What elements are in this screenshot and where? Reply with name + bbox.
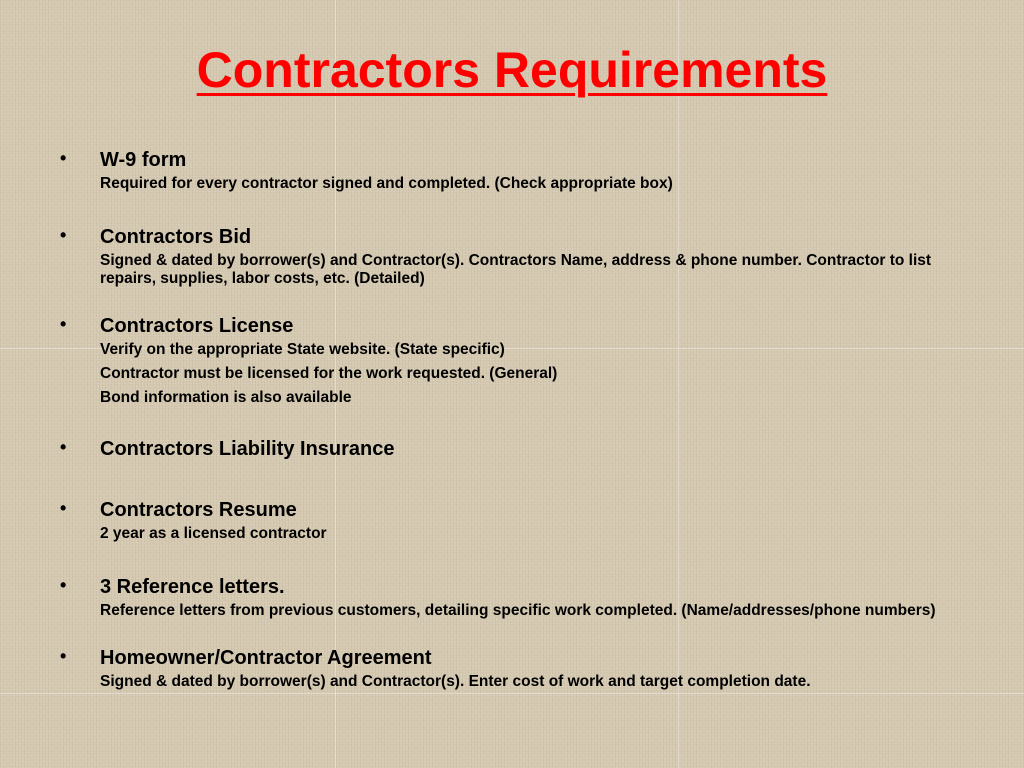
item-detail: Signed & dated by borrower(s) and Contractor(s). Enter cost of work and target completion date. — [100, 673, 811, 690]
item-heading: W-9 form — [100, 149, 187, 171]
item-detail: Signed & dated by borrower(s) and Contractor(s). Contractors Name, address & phone number. Contractor to list repairs, supplies, labor costs, etc. (Detailed) — [100, 252, 932, 287]
item-detail: Contractor must be licensed for the work requested. (General) — [100, 365, 558, 382]
bullet-icon: • — [60, 498, 67, 518]
item-heading: Contractors Liability Insurance — [100, 438, 395, 460]
list-item-reference-letters — [56, 574, 976, 620]
item-detail: 2 year as a licensed contractor — [100, 525, 327, 542]
bullet-icon: • — [60, 225, 67, 245]
list-item-contractors-license — [56, 313, 976, 407]
list-item-homeowner-agreement — [56, 645, 976, 691]
item-detail: Verify on the appropriate State website. (State specific) — [100, 341, 505, 358]
bullet-icon: • — [60, 646, 67, 666]
item-heading: Contractors Bid — [100, 226, 252, 248]
bullet-icon: • — [60, 437, 67, 457]
bullet-icon: • — [60, 314, 67, 334]
list-item-contractors-resume — [56, 497, 976, 543]
background-grid-line — [0, 693, 1024, 694]
requirements-list — [56, 147, 976, 691]
item-detail: Reference letters from previous customers, detailing specific work completed. (Name/addresses/phone numbers) — [100, 602, 936, 619]
list-item-contractors-bid — [56, 224, 976, 288]
item-heading: Contractors Resume — [100, 499, 297, 521]
item-detail: Bond information is also available — [100, 389, 352, 406]
bullet-icon: • — [60, 148, 67, 168]
slide-title: Contractors Requirements — [196, 42, 828, 98]
item-heading: 3 Reference letters. — [100, 576, 285, 598]
list-item-w9-form — [56, 147, 976, 193]
item-heading: Homeowner/Contractor Agreement — [100, 647, 432, 669]
list-item-liability-insurance — [56, 436, 976, 462]
item-detail: Required for every contractor signed and completed. (Check appropriate box) — [100, 175, 673, 192]
item-heading: Contractors License — [100, 315, 294, 337]
bullet-icon: • — [60, 575, 67, 595]
